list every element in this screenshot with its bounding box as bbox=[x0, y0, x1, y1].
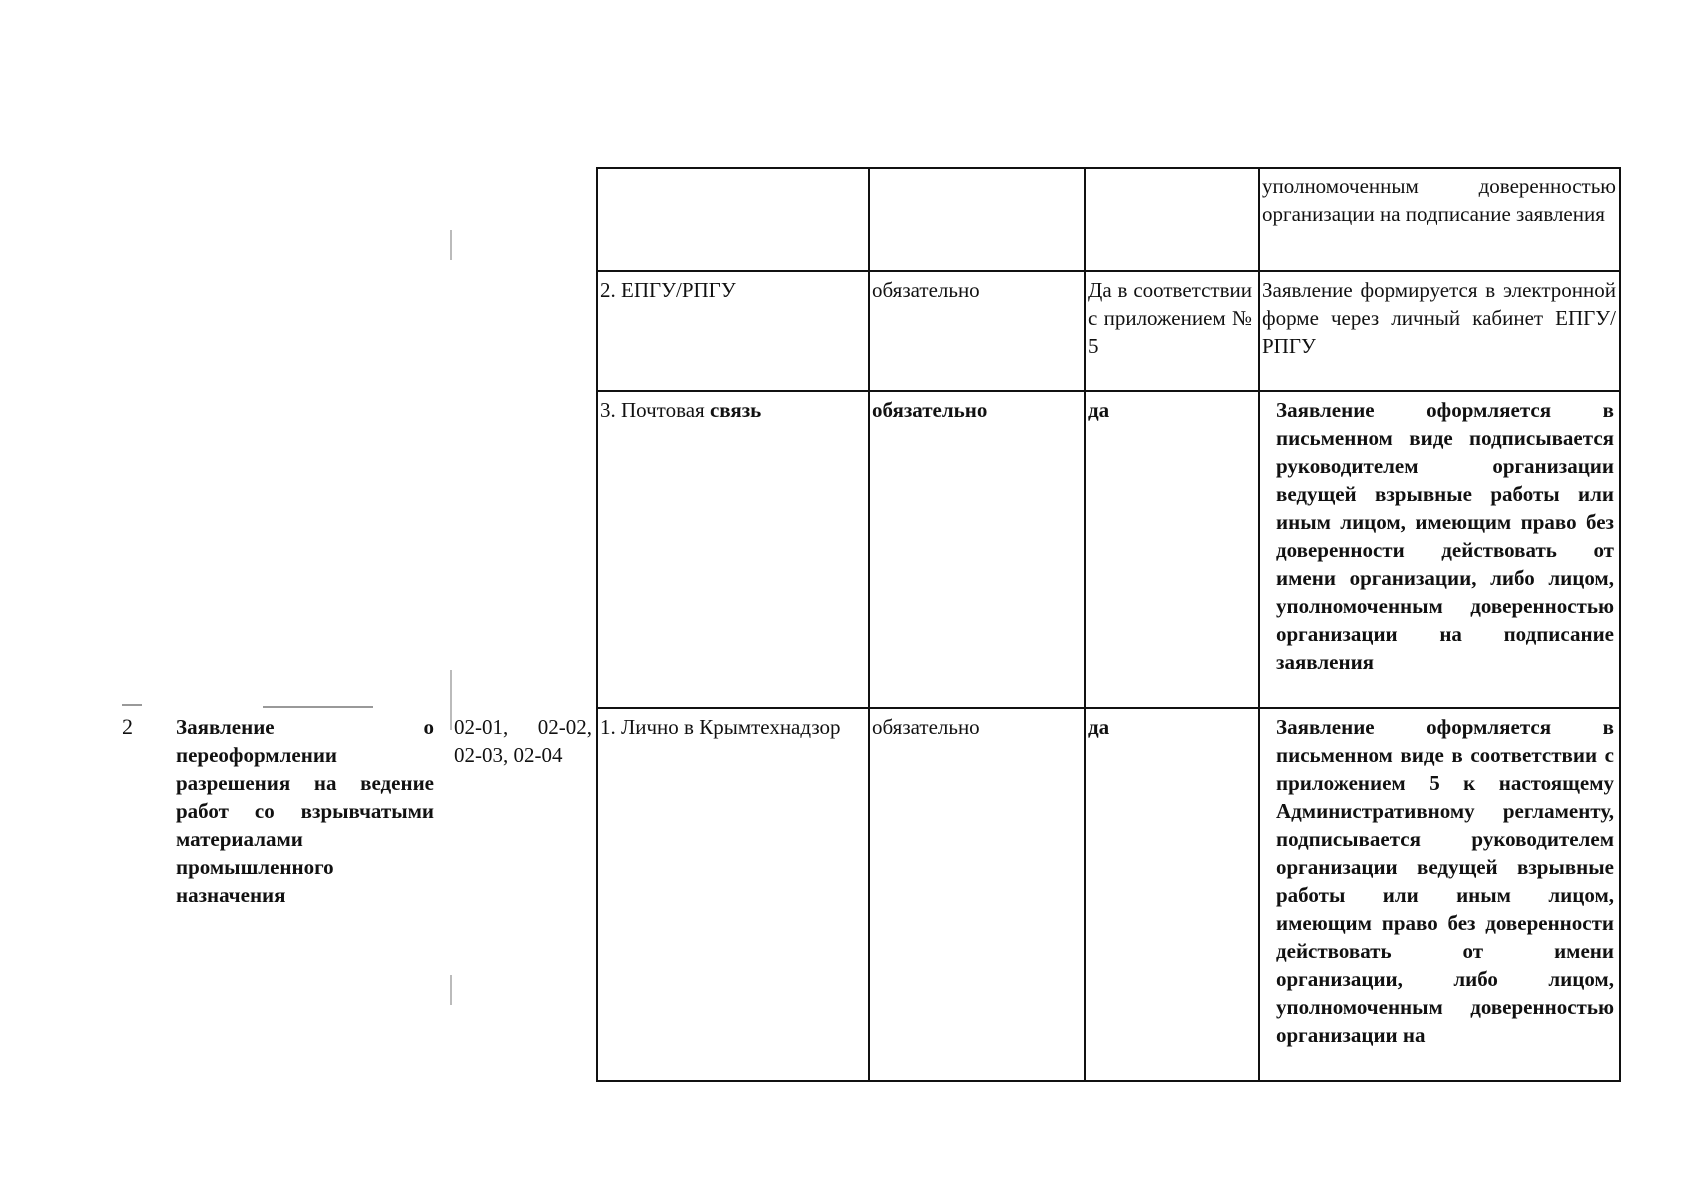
row1-description: уполномоченным доверенностью организации на подписание заявления bbox=[1262, 174, 1616, 226]
row4-document-name: Заявление о переоформлении разрешения на ведение работ со взрывчатыми материалами промышленного назначения bbox=[176, 715, 434, 907]
row4-description: Заявление оформляется в письменном виде в соответствии с приложением 5 к настоящему Административному регламенту, подписывается руководителем организации ведущей взрывные работы или иным лицом, имеющим право без доверенности действовать от имени организации, либо лицом, уполномоченным доверенностью организации на bbox=[1276, 715, 1614, 1047]
row-divider-1 bbox=[597, 270, 1621, 272]
row3-description: Заявление оформляется в письменном виде подписывается руководителем организации ведущей взрывные работы или иным лицом, имеющим право без доверенности действовать от имени организации, либо лицом, уполномоченным доверенностью организации на подписание заявления bbox=[1276, 398, 1614, 674]
row2-description: Заявление формируется в электронной форме через личный кабинет ЕПГУ/РПГУ bbox=[1262, 278, 1616, 358]
row2-submission-method: 2. ЕПГУ/РПГУ bbox=[600, 278, 736, 302]
row-divider-3 bbox=[597, 707, 1621, 709]
scan-artifact-dots bbox=[450, 230, 452, 260]
row4-requirement: обязательно bbox=[872, 715, 980, 739]
row2-requirement: обязательно bbox=[872, 278, 980, 302]
row3-requirement: обязательно bbox=[872, 398, 988, 422]
row4-form-reference: да bbox=[1088, 715, 1110, 739]
scan-artifact-dots bbox=[450, 975, 452, 1005]
table-left-border bbox=[596, 167, 598, 1082]
row4-submission-method: 1. Лично в Крымтехнадзор bbox=[600, 715, 841, 739]
row4-number: 2 bbox=[122, 714, 133, 739]
row3-submission-method bbox=[596, 396, 866, 424]
row2-form-reference: Да в соответствии с приложением № 5 bbox=[1088, 278, 1252, 358]
table-bottom-border bbox=[597, 1080, 1621, 1082]
row3-method-label-bold: связь bbox=[709, 398, 762, 422]
row4-codes: 02-01, 02-02, 02-03, 02-04 bbox=[454, 715, 592, 767]
scan-artifact-line bbox=[263, 706, 373, 708]
scan-artifact-line bbox=[122, 704, 142, 706]
row-divider-2 bbox=[597, 390, 1621, 392]
col-divider-3 bbox=[868, 167, 870, 1082]
row3-method-label: 3. Почтовая bbox=[600, 398, 705, 422]
table-top-border bbox=[597, 167, 1621, 169]
row3-form-reference: да bbox=[1088, 398, 1110, 422]
